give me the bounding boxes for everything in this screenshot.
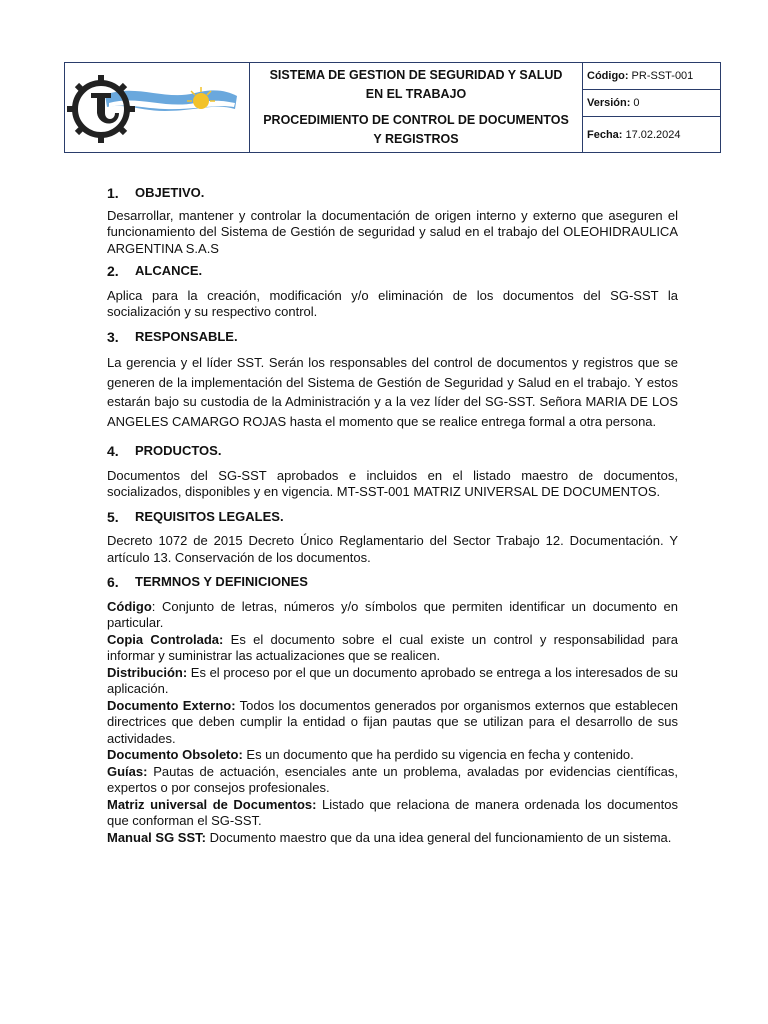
title-cell <box>250 63 583 152</box>
procedure-title: PROCEDIMIENTO DE CONTROL DE DOCUMENTOS Y REGISTROS <box>263 112 569 146</box>
document-body <box>107 185 678 846</box>
definition-item: Guías: Pautas de actuación, esenciales ante un problema, avaladas por evidencias científicas, expertos o por consejos profesionales. <box>107 763 678 795</box>
system-title: SISTEMA DE GESTION DE SEGURIDAD Y SALUD EN EL TRABAJO <box>269 68 563 102</box>
meta-cell <box>583 63 720 152</box>
section-heading-alcance: 2. ALCANCE. <box>107 263 203 279</box>
section-heading-terminos: 6. TERMNOS Y DEFINICIONES <box>107 574 308 590</box>
gear-hook-flag-logo-icon <box>65 63 249 152</box>
version-label: Versión: <box>587 97 631 109</box>
fecha-row <box>583 117 720 152</box>
section-heading-requisitos: 5. REQUISITOS LEGALES. <box>107 508 284 525</box>
section-text-responsable: La gerencia y el líder SST. Serán los responsables del control de documentos y registros que se generen de la implementación del Sistema de Gestión de Seguridad y Salud en el trabajo. Y estos estarán bajo su custodia de la Administración y a la vez líder del SG-SST. Señora MARIA DE LOS ANGELES CAMARGO ROJAS hasta el momento que se realice entrega formal a otra persona. <box>107 355 678 429</box>
definition-item: Matriz universal de Documentos: Listado que relaciona de manera ordenada los documentos que conforman el SG-SST. <box>107 796 678 828</box>
definition-item: Documento Externo: Todos los documentos generados por organismos externos que establecen directrices que deben cumplir la entidad o fijan pautas que se utilizan para el desarrollo de sus actividades. <box>107 697 678 746</box>
document-header <box>64 62 721 153</box>
definition-item: Distribución: Es el proceso por el que un documento aprobado se entrega a los interesados de su aplicación. <box>107 664 678 696</box>
version-row <box>583 90 720 117</box>
fecha-label: Fecha: <box>587 128 623 141</box>
section-heading-productos: 4. PRODUCTOS. <box>107 443 222 459</box>
definition-item: Documento Obsoleto: Es un documento que ha perdido su vigencia en fecha y contenido. <box>107 747 634 762</box>
codigo-label: Código: <box>587 70 629 82</box>
section-text-productos: Documentos del SG-SST aprobados e incluidos en el listado maestro de documentos, socializados, disponibles y en vigencia. MT-SST-001 MATRIZ UNIVERSAL DE DOCUMENTOS. <box>107 467 678 499</box>
codigo-row <box>583 63 720 90</box>
codigo-value: PR-SST-001 <box>631 70 694 82</box>
section-text-objetivo: Desarrollar, mantener y controlar la documentación de origen interno y externo que aseguren el funcionamiento del Sistema de Gestión de seguridad y salud en el trabajo del OLEOHIDRAULICA ARGENTINA S.A.S <box>107 207 678 256</box>
definitions-list <box>107 599 678 847</box>
section-text-requisitos: Decreto 1072 de 2015 Decreto Único Reglamentario del Sector Trabajo 12. Documentación. Y artículo 13. Conservación de los documentos. <box>107 533 678 565</box>
definition-item: Código: Conjunto de letras, números y/o símbolos que permiten identificar un documento en particular. <box>107 598 678 630</box>
definition-item: Copia Controlada: Es el documento sobre el cual existe un control y responsabilidad para informar y suministrar las actualizaciones que se realicen. <box>107 631 678 663</box>
fecha-value: 17.02.2024 <box>625 128 681 141</box>
section-text-alcance: Aplica para la creación, modificación y/o eliminación de los documentos del SG-SST la socialización y su respectivo control. <box>107 287 678 319</box>
definition-item: Manual SG SST: Documento maestro que da una idea general del funcionamiento de un sistema. <box>107 829 672 845</box>
logo-cell <box>65 63 250 152</box>
section-heading-objetivo: 1. OBJETIVO. <box>107 185 205 201</box>
version-value: 0 <box>633 97 640 109</box>
section-heading-responsable: 3. RESPONSABLE. <box>107 328 238 345</box>
